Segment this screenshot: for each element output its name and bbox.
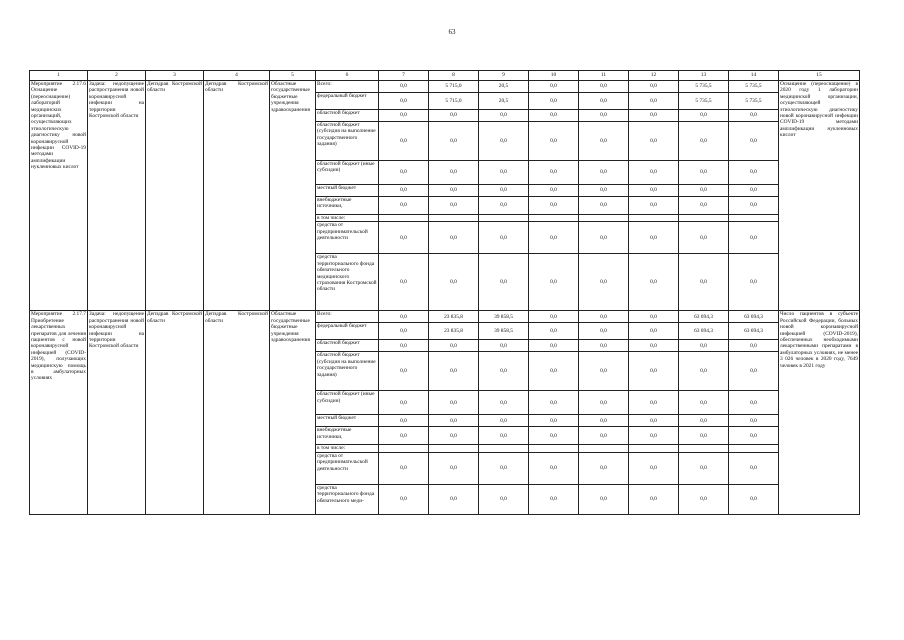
value-cell: 5 735,5 — [729, 93, 779, 110]
value-cell: 0,0 — [679, 484, 729, 514]
value-cell: 0,0 — [479, 122, 529, 161]
value-cell: 0,0 — [379, 122, 429, 161]
column-header: 3 — [146, 71, 204, 81]
empty-cell — [579, 215, 629, 222]
value-cell: 0,0 — [729, 122, 779, 161]
value-cell: 0,0 — [429, 484, 479, 514]
value-cell: 5 715,0 — [429, 93, 479, 110]
value-cell: 0,0 — [729, 427, 779, 445]
task-cell: Задача: недопущение распространения новой коронавирусной инфекции на территории Костромской области — [88, 311, 146, 514]
value-cell: 0,0 — [479, 427, 529, 445]
value-cell: 0,0 — [729, 161, 779, 185]
value-cell: 0,0 — [429, 415, 479, 427]
funding-source-cell: областной бюджет (иные субсидии) — [316, 161, 379, 185]
value-cell: 0,0 — [429, 427, 479, 445]
value-cell: 0,0 — [379, 484, 429, 514]
value-cell: 0,0 — [629, 323, 679, 340]
value-cell: 0,0 — [379, 340, 429, 352]
value-cell: 0,0 — [379, 415, 429, 427]
value-cell: 0,0 — [379, 352, 429, 391]
executor-cell: Депздрав Костромской области — [146, 311, 204, 514]
value-cell: 0,0 — [579, 110, 629, 122]
value-cell: 0,0 — [379, 197, 429, 215]
value-cell: 0,0 — [529, 93, 579, 110]
value-cell: 0,0 — [629, 254, 679, 311]
value-cell: 0,0 — [629, 222, 679, 254]
value-cell: 63 694,3 — [679, 311, 729, 323]
value-cell: 0,0 — [629, 427, 679, 445]
in-total-label: в том числе: — [316, 215, 379, 222]
value-cell: 0,0 — [379, 254, 429, 311]
empty-cell — [429, 215, 479, 222]
table-row — [30, 311, 860, 323]
value-cell: 0,0 — [679, 415, 729, 427]
value-cell: 0,0 — [679, 452, 729, 484]
value-cell: 0,0 — [579, 122, 629, 161]
value-cell: 0,0 — [629, 110, 679, 122]
value-cell: 0,0 — [529, 311, 579, 323]
value-cell: 0,0 — [679, 197, 729, 215]
value-cell: 0,0 — [379, 222, 429, 254]
value-cell: 0,0 — [629, 391, 679, 415]
funding-source-cell: средства территориального фонда обязательного медицинского страхования Костромской области — [316, 254, 379, 311]
value-cell: 0,0 — [729, 340, 779, 352]
value-cell: 0,0 — [729, 352, 779, 391]
value-cell: 0,0 — [479, 415, 529, 427]
value-cell: 39 858,5 — [479, 323, 529, 340]
value-cell: 0,0 — [729, 484, 779, 514]
result-cell: Число пациентов в субъекте Российской Федерации, больных новой коронавирусной инфекцией (COVID-2019), обеспеченных необходимыми лекарственными препаратами в амбулаторных условиях, не менее 3 026 человек в 2020 году, 7649 человек в 2021 году — [779, 311, 860, 514]
value-cell: 0,0 — [429, 185, 479, 197]
value-cell: 0,0 — [429, 110, 479, 122]
empty-cell — [429, 445, 479, 452]
value-cell: 0,0 — [379, 452, 429, 484]
value-cell: 0,0 — [729, 222, 779, 254]
value-cell: 0,0 — [379, 323, 429, 340]
value-cell: 0,0 — [479, 452, 529, 484]
value-cell: 0,0 — [729, 391, 779, 415]
value-cell: 0,0 — [529, 81, 579, 93]
value-cell: 0,0 — [429, 222, 479, 254]
value-cell: 0,0 — [479, 352, 529, 391]
value-cell: 0,0 — [379, 110, 429, 122]
value-cell: 5 735,5 — [729, 81, 779, 93]
value-cell: 0,0 — [579, 161, 629, 185]
value-cell: 0,0 — [429, 391, 479, 415]
column-header: 9 — [479, 71, 529, 81]
value-cell: 0,0 — [529, 222, 579, 254]
value-cell: 0,0 — [579, 81, 629, 93]
empty-cell — [529, 445, 579, 452]
value-cell: 0,0 — [529, 197, 579, 215]
value-cell: 0,0 — [529, 254, 579, 311]
funding-source-cell: областной бюджет — [316, 110, 379, 122]
value-cell: 0,0 — [679, 185, 729, 197]
value-cell: 0,0 — [679, 122, 729, 161]
funding-source-cell: средства территориального фонда обязательного меди- — [316, 484, 379, 514]
value-cell: 0,0 — [479, 484, 529, 514]
value-cell: 0,0 — [679, 254, 729, 311]
funding-source-cell: местный бюджет — [316, 185, 379, 197]
column-header: 1 — [30, 71, 88, 81]
column-header: 4 — [204, 71, 270, 81]
value-cell: 23 835,8 — [429, 323, 479, 340]
funding-source-cell: областной бюджет — [316, 340, 379, 352]
value-cell: 63 694,3 — [729, 311, 779, 323]
result-cell: Оснащение (переоснащение) в 2020 году 1 лаборатории медицинской организации, осуществляющей этиологическую диагностику новой коронавирусной инфекции COVID-19 методами амплификации нуклеиновых кислот — [779, 81, 860, 311]
value-cell: 23 835,8 — [429, 311, 479, 323]
value-cell: 0,0 — [379, 185, 429, 197]
value-cell: 0,0 — [579, 340, 629, 352]
funding-source-cell: местный бюджет — [316, 415, 379, 427]
value-cell: 0,0 — [629, 185, 679, 197]
value-cell: 0,0 — [629, 340, 679, 352]
funding-source-cell: внебюджетные источники, — [316, 427, 379, 445]
value-cell: 0,0 — [679, 391, 729, 415]
value-cell: 0,0 — [429, 197, 479, 215]
value-cell: 0,0 — [729, 197, 779, 215]
value-cell: 0,0 — [529, 391, 579, 415]
empty-cell — [729, 445, 779, 452]
value-cell: 5 715,0 — [429, 81, 479, 93]
value-cell: 0,0 — [629, 352, 679, 391]
value-cell: 0,0 — [579, 311, 629, 323]
funding-source-cell: областной бюджет (субсидия на выполнение государственного задания) — [316, 352, 379, 391]
funding-source-cell: Всего: — [316, 81, 379, 93]
value-cell: 0,0 — [579, 185, 629, 197]
participants-cell: Областные государственные бюджетные учреждения здравоохранения — [270, 311, 316, 514]
funding-source-cell: федеральный бюджет — [316, 323, 379, 340]
empty-cell — [579, 445, 629, 452]
value-cell: 0,0 — [629, 161, 679, 185]
table-row — [30, 81, 860, 93]
empty-cell — [479, 445, 529, 452]
column-header: 11 — [579, 71, 629, 81]
coexecutor-cell: Депздрав Костромской области — [204, 81, 270, 311]
value-cell: 0,0 — [429, 352, 479, 391]
column-header: 10 — [529, 71, 579, 81]
funding-source-cell: средства от предпринимательской деятельности — [316, 452, 379, 484]
value-cell: 0,0 — [379, 81, 429, 93]
value-cell: 0,0 — [479, 391, 529, 415]
value-cell: 0,0 — [629, 93, 679, 110]
value-cell: 0,0 — [579, 93, 629, 110]
value-cell: 0,0 — [379, 311, 429, 323]
value-cell: 0,0 — [729, 452, 779, 484]
column-header: 6 — [316, 71, 379, 81]
empty-cell — [379, 215, 429, 222]
value-cell: 0,0 — [629, 197, 679, 215]
column-header: 8 — [429, 71, 479, 81]
value-cell: 0,0 — [579, 391, 629, 415]
value-cell: 63 694,3 — [729, 323, 779, 340]
value-cell: 0,0 — [429, 452, 479, 484]
value-cell: 0,0 — [579, 352, 629, 391]
value-cell: 0,0 — [379, 427, 429, 445]
value-cell: 5 735,5 — [679, 93, 729, 110]
value-cell: 0,0 — [529, 427, 579, 445]
value-cell: 0,0 — [379, 391, 429, 415]
activity-cell: Мероприятие 2.17.6 Оснащение (переоснащение) лабораторий медицинских организаций, осуществляющих этиологическую диагностику новой коронавирусной инфекции COVID-19 методами амплификации нуклеиновых кислот — [30, 81, 88, 311]
empty-cell — [379, 445, 429, 452]
empty-cell — [479, 215, 529, 222]
activity-cell: Мероприятие 2.17.7 Приобретение лекарственных препаратов для лечения пациентов с новой коронавирусной инфекцией (COVID-2019), получающих медицинскую помощь в амбулаторных условиях — [30, 311, 88, 514]
value-cell: 0,0 — [579, 484, 629, 514]
funding-source-cell: внебюджетные источники, — [316, 197, 379, 215]
column-header: 5 — [270, 71, 316, 81]
column-header: 15 — [779, 71, 860, 81]
value-cell: 0,0 — [579, 323, 629, 340]
column-header: 7 — [379, 71, 429, 81]
value-cell: 0,0 — [379, 93, 429, 110]
empty-cell — [629, 445, 679, 452]
value-cell: 0,0 — [679, 340, 729, 352]
empty-cell — [679, 215, 729, 222]
value-cell: 0,0 — [529, 484, 579, 514]
value-cell: 0,0 — [429, 340, 479, 352]
value-cell: 0,0 — [679, 352, 729, 391]
value-cell: 0,0 — [529, 415, 579, 427]
value-cell: 0,0 — [629, 122, 679, 161]
value-cell: 0,0 — [479, 161, 529, 185]
budget-table — [29, 70, 860, 515]
empty-cell — [679, 445, 729, 452]
column-header: 12 — [629, 71, 679, 81]
value-cell: 0,0 — [479, 185, 529, 197]
value-cell: 0,0 — [579, 197, 629, 215]
value-cell: 0,0 — [579, 254, 629, 311]
executor-cell: Депздрав Костромской области — [146, 81, 204, 311]
value-cell: 5 735,5 — [679, 81, 729, 93]
value-cell: 0,0 — [679, 110, 729, 122]
value-cell: 0,0 — [479, 197, 529, 215]
task-cell: Задача: недопущение распространения новой коронавирусной инфекции на территории Костромской области — [88, 81, 146, 311]
value-cell: 0,0 — [529, 185, 579, 197]
header-row — [30, 71, 860, 81]
value-cell: 0,0 — [529, 161, 579, 185]
value-cell: 0,0 — [679, 161, 729, 185]
value-cell: 0,0 — [729, 254, 779, 311]
funding-source-cell: областной бюджет (иные субсидии) — [316, 391, 379, 415]
value-cell: 0,0 — [529, 323, 579, 340]
column-header: 14 — [729, 71, 779, 81]
value-cell: 0,0 — [629, 311, 679, 323]
value-cell: 0,0 — [579, 415, 629, 427]
empty-cell — [729, 215, 779, 222]
value-cell: 0,0 — [479, 254, 529, 311]
value-cell: 0,0 — [379, 161, 429, 185]
value-cell: 20,5 — [479, 93, 529, 110]
column-header: 13 — [679, 71, 729, 81]
value-cell: 0,0 — [579, 222, 629, 254]
value-cell: 0,0 — [529, 110, 579, 122]
coexecutor-cell: Депздрав Костромской области — [204, 311, 270, 514]
value-cell: 20,5 — [479, 81, 529, 93]
value-cell: 0,0 — [629, 415, 679, 427]
value-cell: 0,0 — [629, 484, 679, 514]
value-cell: 0,0 — [479, 222, 529, 254]
value-cell: 0,0 — [429, 161, 479, 185]
page-number: 63 — [448, 28, 456, 36]
value-cell: 39 858,5 — [479, 311, 529, 323]
value-cell: 0,0 — [479, 110, 529, 122]
value-cell: 0,0 — [679, 427, 729, 445]
value-cell: 0,0 — [429, 122, 479, 161]
value-cell: 0,0 — [729, 415, 779, 427]
column-header: 2 — [88, 71, 146, 81]
value-cell: 0,0 — [529, 352, 579, 391]
value-cell: 0,0 — [579, 452, 629, 484]
empty-cell — [629, 215, 679, 222]
value-cell: 0,0 — [429, 254, 479, 311]
value-cell: 0,0 — [529, 340, 579, 352]
funding-source-cell: областной бюджет (субсидия на выполнение государственного задания) — [316, 122, 379, 161]
value-cell: 0,0 — [629, 452, 679, 484]
funding-source-cell: федеральный бюджет — [316, 93, 379, 110]
in-total-label: в том числе: — [316, 445, 379, 452]
value-cell: 0,0 — [729, 110, 779, 122]
value-cell: 0,0 — [629, 81, 679, 93]
value-cell: 0,0 — [729, 185, 779, 197]
value-cell: 0,0 — [529, 122, 579, 161]
value-cell: 0,0 — [579, 427, 629, 445]
participants-cell: Областные государственные бюджетные учреждения здравоохранения — [270, 81, 316, 311]
value-cell: 63 694,3 — [679, 323, 729, 340]
funding-source-cell: средства от предпринимательской деятельности — [316, 222, 379, 254]
value-cell: 0,0 — [479, 340, 529, 352]
funding-source-cell: Всего: — [316, 311, 379, 323]
empty-cell — [529, 215, 579, 222]
value-cell: 0,0 — [529, 452, 579, 484]
value-cell: 0,0 — [679, 222, 729, 254]
